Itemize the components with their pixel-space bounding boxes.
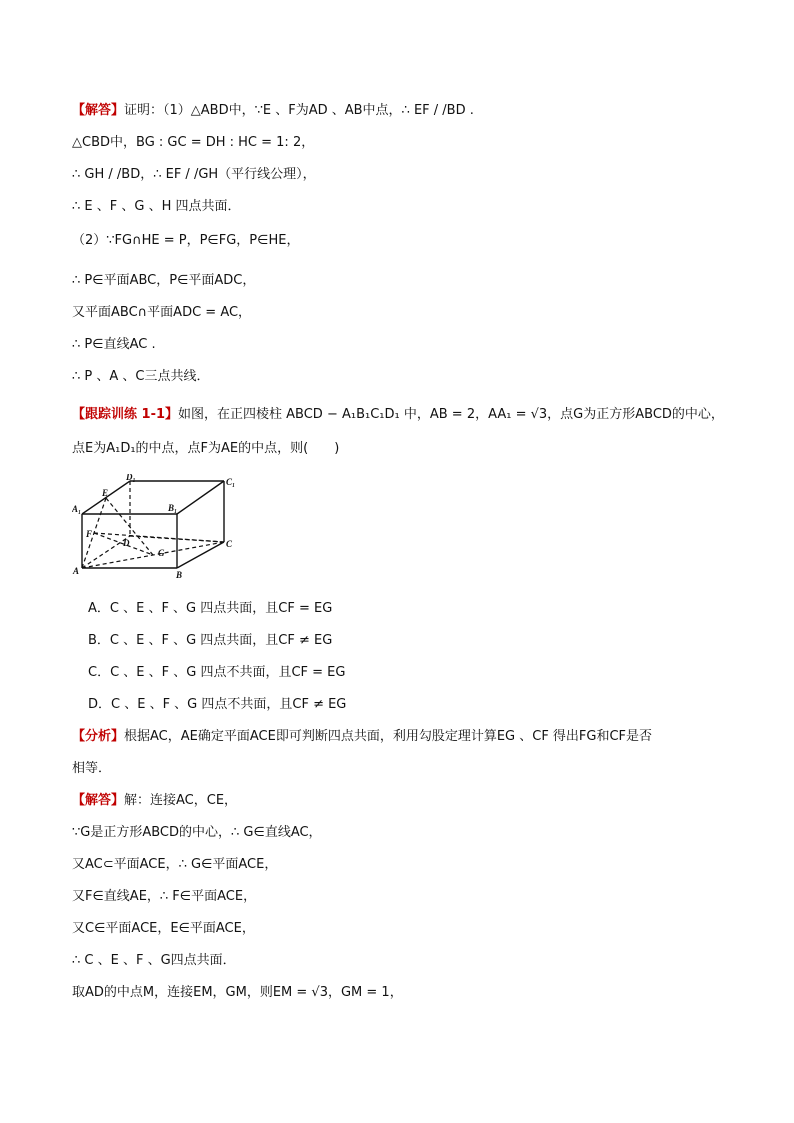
prism-diagram [72, 474, 242, 582]
option-c: C．C 、E 、F 、G 四点不共面，且CF = EG [88, 665, 346, 680]
label-B1: B₁ [168, 503, 178, 513]
analysis-text: 根据AC，AE确定平面ACE即可判断四点共面，利用勾股定理计算EG 、CF 得出FG和CF是否 [124, 729, 653, 744]
label-E: E [102, 488, 109, 498]
option-b: B．C 、E 、F 、G 四点共面，且CF ≠ EG [88, 633, 333, 648]
solution-line-4: ∴ E 、F 、G 、H 四点共面． [72, 199, 241, 214]
solution-line-5: （2）∵FG∩HE = P，P∈FG，P∈HE， [72, 233, 300, 248]
solution-line-7: 又平面ABC∩平面ADC = AC， [72, 305, 252, 320]
analysis-tag: 【分析】 [72, 729, 125, 744]
label-C1: C₁ [226, 477, 236, 487]
analysis-line-1 [72, 728, 652, 746]
label-D: D [123, 538, 130, 548]
prism-figure [72, 474, 242, 582]
answer-line-5: 又C∈平面ACE，E∈平面ACE， [72, 921, 255, 936]
solution-line-9: ∴ P 、A 、C三点共线． [72, 369, 210, 384]
solution-line-3: ∴ GH / /BD，∴ EF / /GH（平行线公理）， [72, 167, 316, 182]
label-D1: D₁ [126, 474, 136, 482]
answer-tag: 【解答】 [72, 793, 125, 808]
solution-line-8: ∴ P∈直线AC . [72, 337, 156, 352]
answer-line-1 [72, 792, 237, 810]
exercise-text: 如图，在正四棱柱 ABCD − A₁B₁C₁D₁ 中，AB = 2，AA₁ = √3，点G为正方形ABCD的中心， [178, 407, 724, 422]
answer-line-6: ∴ C 、E 、F 、G四点共面． [72, 953, 236, 968]
solution-line-2: △CBD中，BG : GC = DH : HC = 1: 2， [72, 135, 315, 150]
solution-text: 证明：（1）△ABD中，∵E 、F为AD 、AB中点，∴ EF / /BD . [124, 103, 474, 118]
label-G: G [158, 548, 165, 558]
answer-line-4: 又F∈直线AE，∴ F∈平面ACE， [72, 889, 257, 904]
solution-line-1 [72, 102, 474, 120]
label-A: A [73, 566, 80, 576]
exercise-tag: 【跟踪训练 1-1】 [72, 407, 179, 422]
answer-line-3: 又AC⊂平面ACE，∴ G∈平面ACE， [72, 857, 278, 872]
label-B: B [176, 570, 183, 580]
exercise-line-1 [72, 406, 724, 424]
label-F: F [86, 529, 93, 539]
answer-line-7: 取AD的中点M，连接EM，GM，则EM = √3，GM = 1， [72, 985, 403, 1000]
option-a: A．C 、E 、F 、G 四点共面，且CF = EG [88, 601, 333, 616]
solution-line-6: ∴ P∈平面ABC，P∈平面ADC， [72, 273, 256, 288]
label-A1: A₁ [72, 504, 82, 514]
answer-text: 解：连接AC，CE， [124, 793, 238, 808]
exercise-line-2: 点E为A₁D₁的中点，点F为AE的中点，则( ) [72, 441, 340, 456]
label-C: C [226, 539, 233, 549]
answer-line-2: ∵G是正方形ABCD的中心，∴ G∈直线AC， [72, 825, 322, 840]
option-d: D．C 、E 、F 、G 四点不共面，且CF ≠ EG [88, 697, 347, 712]
analysis-line-2: 相等． [72, 761, 112, 776]
solution-tag: 【解答】 [72, 103, 125, 118]
